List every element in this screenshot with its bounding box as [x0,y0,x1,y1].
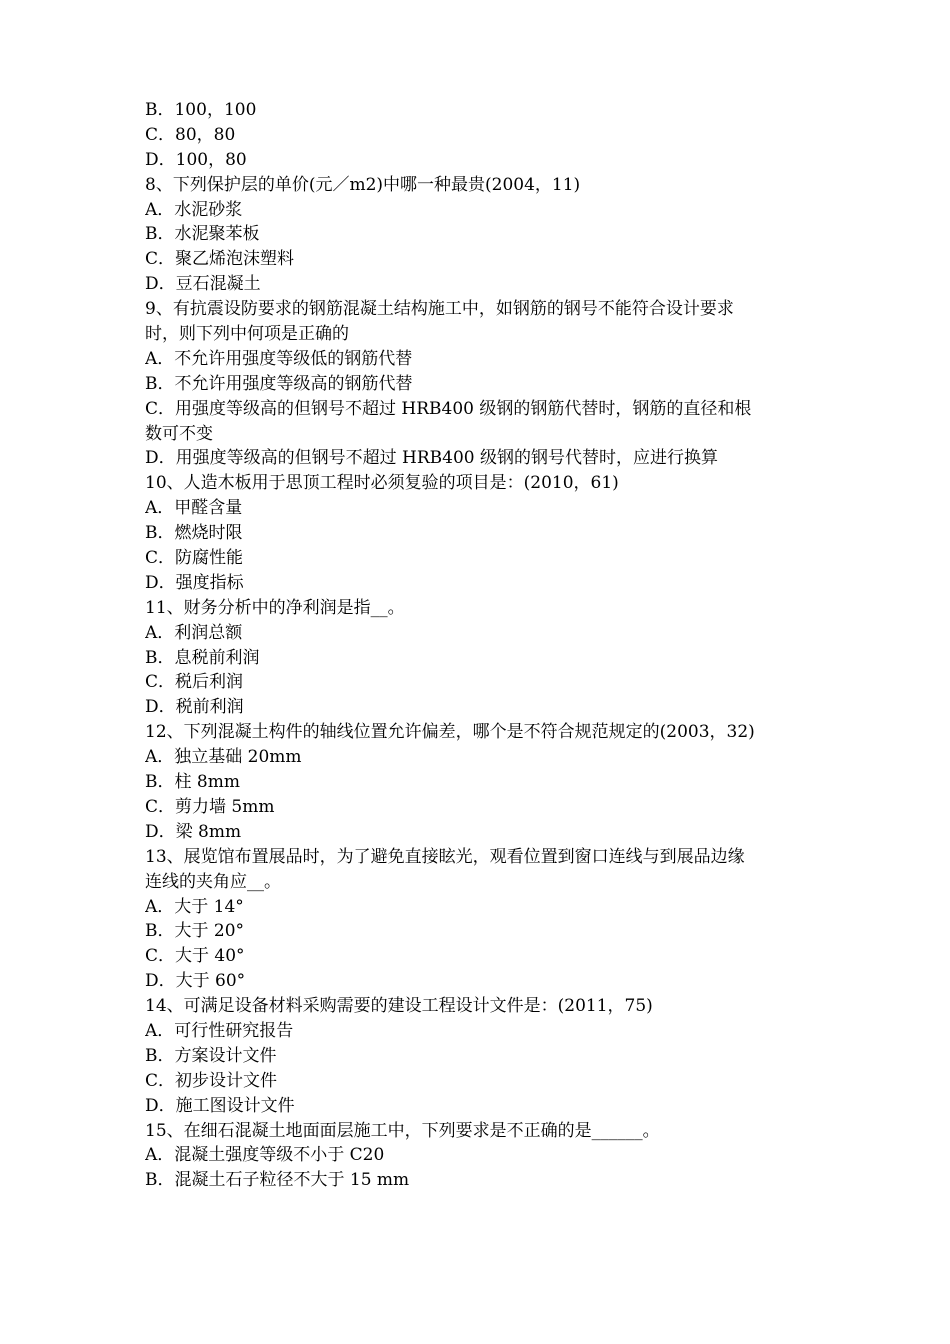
option-b: B．息税前利润 [145,647,260,668]
question-9-cont: 时，则下列中何项是正确的 [145,324,349,345]
option-d: D．豆石混凝土 [145,274,261,295]
option-a: A．大于 14° [145,896,244,917]
option-d: D．强度指标 [145,572,244,593]
question-14: 14、可满足设备材料采购需要的建设工程设计文件是：(2011，75) [145,996,653,1017]
option-a: A．独立基础 20mm [145,747,302,768]
option-d: D．税前利润 [145,697,244,718]
option-c: C．税后利润 [145,672,244,693]
option-c: C．初步设计文件 [145,1070,278,1091]
option-c: C．聚乙烯泡沫塑料 [145,249,295,270]
option-b: B．柱 8mm [145,772,240,793]
option-b: B．燃烧时限 [145,523,243,544]
option-c: C．防腐性能 [145,548,244,569]
text-line: D．100，80 [145,149,247,170]
option-a: A．水泥砂浆 [145,199,243,220]
option-b: B．混凝土石子粒径不大于 15 mm [145,1170,410,1191]
option-c-cont: 数可不变 [145,423,213,444]
question-13: 13、展览馆布置展品时，为了避免直接眩光，观看位置到窗口连线与到展品边缘 [145,846,745,867]
option-a: A．不允许用强度等级低的钢筋代替 [145,348,413,369]
document-page [145,98,815,1193]
option-a: A．混凝土强度等级不小于 C20 [145,1145,385,1166]
question-10: 10、人造木板用于思顶工程时必须复验的项目是：(2010，61) [145,473,619,494]
option-c: C．剪力墙 5mm [145,796,275,817]
option-a: A．甲醛含量 [145,498,243,519]
text-line: B．100，100 [145,100,257,120]
option-d: D．梁 8mm [145,821,242,842]
option-c: C．大于 40° [145,946,245,967]
option-b: B．不允许用强度等级高的钢筋代替 [145,373,413,394]
option-b: B．水泥聚苯板 [145,224,260,245]
option-d: D．大于 60° [145,971,246,992]
question-8: 8、下列保护层的单价(元／m2)中哪一种最贵(2004，11) [145,174,581,195]
option-d: D．用强度等级高的但钢号不超过 HRB400 级钢的钢号代替时，应进行换算 [145,448,719,469]
option-b: B．方案设计文件 [145,1045,277,1066]
text-line: C．80，80 [145,124,236,145]
question-9: 9、有抗震设防要求的钢筋混凝土结构施工中，如钢筋的钢号不能符合设计要求 [145,299,734,320]
question-15: 15、在细石混凝土地面面层施工中，下列要求是不正确的是______。 [145,1120,660,1141]
option-a: A．利润总额 [145,622,243,643]
question-13-cont: 连线的夹角应__。 [145,871,281,892]
question-11: 11、财务分析中的净利润是指__。 [145,597,405,618]
question-12: 12、下列混凝土构件的轴线位置允许偏差，哪个是不符合规范规定的(2003，32) [145,722,755,743]
option-d: D．施工图设计文件 [145,1095,295,1116]
option-a: A．可行性研究报告 [145,1020,294,1041]
option-c: C．用强度等级高的但钢号不超过 HRB400 级钢的钢筋代替时，钢筋的直径和根 [145,398,752,419]
option-b: B．大于 20° [145,921,245,942]
